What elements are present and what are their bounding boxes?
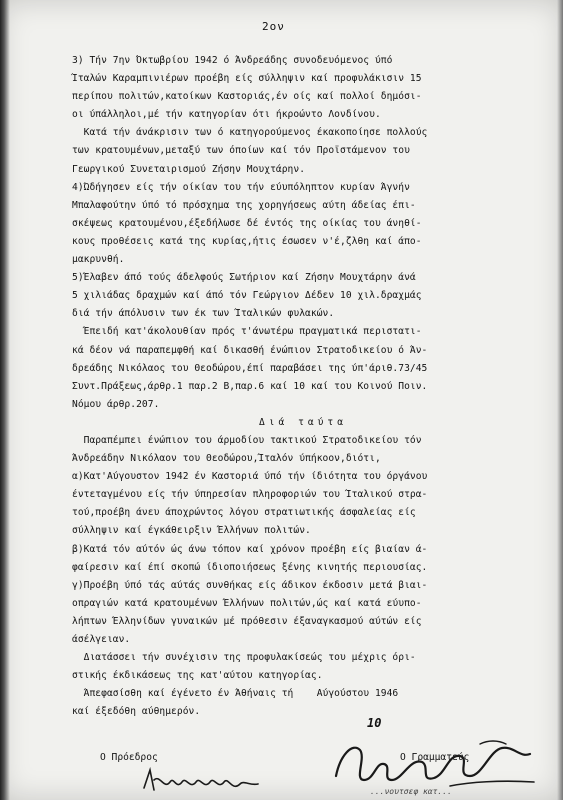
text-line: λήπτων Έλληνίδων γυναικών μέ πρόθεσιν έξαναγκασμού αύτών είς	[72, 615, 422, 627]
text-line: κους προθέσεις κατά της κυρίας,ήτις έσωσεν ν'έ,ζλθη καί άπο-	[72, 235, 422, 247]
text-line: Άνδρεάδην Νικόλαον του Θεοδώρου,Ίταλόν ύπήκοον,διότι,	[72, 453, 381, 465]
text-line: 5)Έλαβεν άπό τούς άδελφούς Σωτήριον καί Ζήσην Μουχτάρην άνά	[72, 272, 416, 284]
text-line: οι ύπάλληλοι,μέ τήν κατηγορίαν ότι ήκροώντο Λονδίνου.	[72, 109, 381, 121]
text-line: γ)Προέβη ύπό τάς αύτάς συνθήκας είς άδικον έκδοσιν μετά βιαι-	[72, 579, 428, 591]
text-line: τού,προέβη άνευ άποχρώντος λόγου στρατιωτικής άσφαλείας είς	[72, 507, 416, 519]
text-line: οπραγιών κατά κρατουμένων Έλλήνων πολιτών,ώς καί κατά εύυπο-	[72, 597, 422, 609]
president-label: Ο Πρόεδρος	[100, 752, 158, 763]
text-line: Κατά τήν άνάκρισιν των ό κατηγορούμενος έκακοποίησε πολλούς	[72, 127, 428, 139]
secretary-signature	[330, 736, 540, 794]
scan-shadow-left	[0, 0, 10, 800]
page-number: 2ον	[262, 20, 285, 33]
text-line: άσέλγειαν.	[72, 634, 131, 645]
text-line: Νόμου άρθρ.207.	[72, 398, 160, 410]
text-line: α)Κατ'Αύγουστον 1942 έν Καστοριά ύπό τήν ίδιότητα του όργάνου	[72, 471, 428, 483]
text-line: σύλληψιν καί έγκάθειρξιν Έλλήνων πολιτών.	[72, 525, 311, 537]
text-line: μακρυνθή.	[72, 254, 125, 266]
text-line: Έπειδή κατ'άκολουθίαν πρός τ'άνωτέρω πραγματικά περιστατι-	[72, 326, 422, 338]
text-line: περίπου πολιτών,κατοίκων Καστοριάς,έν οίς καί πολλοί δημόσι-	[72, 91, 422, 103]
text-line: Παραπέμπει ένώπιον του άρμοδίου τακτικού Στρατοδικείου τόν	[72, 434, 422, 446]
text-line: 5 χιλιάδας δραχμών καί άπό τόν Γεώργιον Δέδεν 10 χιλ.δραχμάς	[72, 290, 422, 302]
text-line: των κρατουμένων,μεταξύ των όποίων καί τόν Προϊστάμενον του	[72, 145, 410, 157]
text-line: κά δέον νά παραπεμφθή καί δικασθή ένώπιον Στρατοδικείου ό Άν-	[72, 344, 428, 356]
president-signature	[140, 762, 270, 796]
text-line: στικής έκδικάσεως της κατ'αύτου κατηγορίας.	[72, 670, 323, 682]
text-line: Μπαλαφούτην ύπό τό πρόσχημα της χορηγήσεως αύτη άδείας έπι-	[72, 199, 416, 211]
text-line: Γεωργικού Συνεταιρισμού Ζήσην Μουχτάρην.	[72, 163, 306, 175]
text-line: έντεταγμένου είς τήν ύπηρεσίαν πληροφοριών του Ίταλικού στρα-	[72, 489, 428, 501]
text-line: διά τήν άπόλυσιν των έκ των Ίταλικών φυλακών.	[72, 308, 335, 320]
text-line: 4)Ώδήγησεν είς τήν οίκίαν του τήν εύυπόληπτον κυρίαν Άγνήν	[72, 181, 410, 193]
text-line: Συντ.Πράξεως,άρθρ.1 παρ.2 Β,παρ.6 καί 10 καί του Κοινού Ποιν.	[72, 380, 428, 392]
text-line: Άπεφασίσθη καί έγένετο έν Άθήναις τή Αύγούστου 1946	[72, 688, 399, 700]
footer-note: ...νουτσεφ κατ...	[370, 787, 452, 796]
text-line: καί έξεδόθη αύθημερόν.	[72, 706, 201, 718]
handwritten-day: 10	[367, 716, 382, 730]
text-line: 3) Τήν 7ην Όκτωβρίου 1942 ό Άνδρεάδης συνοδευόμενος ύπό	[72, 55, 393, 66]
text-line: φαίρεσιν καί έπί σκοπώ ίδιοποιήσεως ξένης κινητής περιουσίας.	[72, 561, 428, 573]
section-heading: Διά ταύτα	[259, 416, 347, 428]
secretary-label: Ο Γραμματεύς	[400, 752, 470, 763]
text-line: σκέψεως κρατουμένου,έξεδήλωσε δέ έντός της οίκίας του άνηθί-	[72, 217, 422, 229]
document-body	[72, 52, 534, 721]
scan-shadow-right	[557, 0, 563, 800]
text-line: β)Κατά τόν αύτόν ώς άνω τόπον καί χρόνον προέβη είς βιαίαν ά-	[72, 543, 428, 555]
text-line: δρεάδης Νικόλαος του Θεοδώρου,έπί παραβάσει της ύπ'άριθ.73/45	[72, 362, 428, 374]
text-line: Διατάσσει τήν συνέχισιν της προφυλακίσεώς του μέχρις όρι-	[72, 652, 416, 664]
text-line: Ίταλών Καραμπινιέρων προέβη είς σύλληψιν καί προφυλάκισιν 15	[72, 73, 422, 85]
